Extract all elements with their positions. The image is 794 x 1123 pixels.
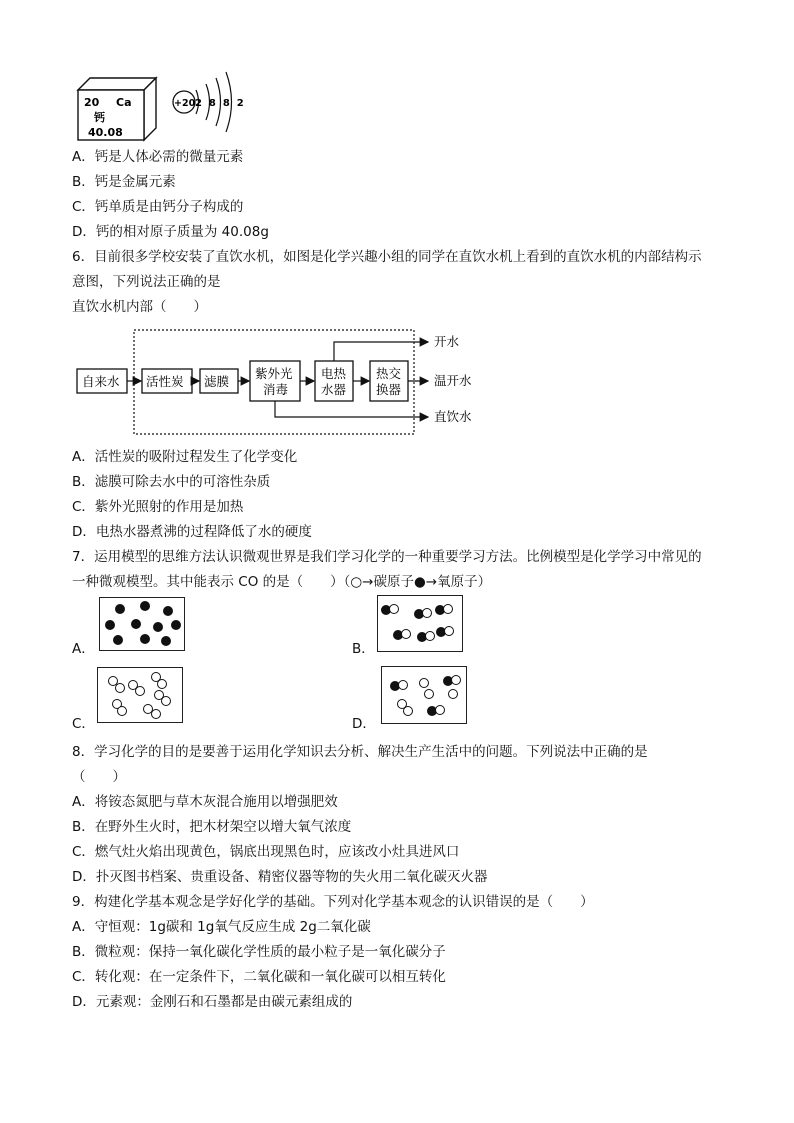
q9-option-b: B．微粒观：保持一氧化碳化学性质的最小粒子是一氧化碳分子 <box>72 944 446 960</box>
oxygen-atom <box>140 601 150 611</box>
element-number: 20 <box>84 96 100 109</box>
q5-option-c: C．钙单质是由钙分子构成的 <box>72 199 244 215</box>
q9-option-d: D．元素观：金刚石和石墨都是由碳元素组成的 <box>72 994 353 1010</box>
flow-step-exchanger-1: 热交 <box>376 366 402 381</box>
q8-stem-line1: 8．学习化学的目的是要善于运用化学知识去分析、解决生产生活中的问题。下列说法中正确的是 <box>72 744 648 760</box>
q6-option-a: A．活性炭的吸附过程发生了化学变化 <box>72 449 298 465</box>
carbon-atom <box>424 689 434 699</box>
oxygen-atom <box>140 634 150 644</box>
q8-option-c: C．燃气灶火焰出现黄色，锅底出现黑色时，应该改小灶具进风口 <box>72 844 460 860</box>
model-box-d <box>381 666 467 724</box>
q8-stem-line2: （ ） <box>72 769 126 785</box>
carbon-atom <box>443 604 453 614</box>
oxygen-atom <box>171 620 181 630</box>
q7-stem-line2: 一种微观模型。其中能表示 CO 的是（ ）（○→碳原子●→氧原子） <box>72 574 492 590</box>
q5-option-b: B．钙是金属元素 <box>72 174 176 190</box>
carbon-atom <box>435 705 445 715</box>
q7-label-b: B． <box>352 641 375 657</box>
q8-option-d: D．扑灭图书档案、贵重设备、精密仪器等物的失火用二氧化碳灭火器 <box>72 869 488 885</box>
nucleus-charge: +20 <box>174 98 196 109</box>
model-box-c <box>97 667 183 723</box>
q8-option-a: A．将铵态氮肥与草木灰混合施用以增强肥效 <box>72 794 338 810</box>
carbon-atom <box>448 689 458 699</box>
carbon-atom <box>157 679 167 689</box>
flow-step-exchanger-2: 换器 <box>376 382 402 397</box>
oxygen-atom <box>115 604 125 614</box>
q7-label-c: C． <box>72 716 95 732</box>
output-warm-water: 温开水 <box>434 373 472 388</box>
flow-source: 自来水 <box>82 374 120 389</box>
carbon-atom <box>115 683 125 693</box>
q7-label-d: D． <box>352 716 376 732</box>
output-direct-water: 直饮水 <box>434 409 472 424</box>
atomic-structure-diagram <box>170 70 245 136</box>
q6-option-c: C．紫外光照射的作用是加热 <box>72 499 244 515</box>
calcium-element-tile <box>72 76 162 144</box>
element-mass: 40.08 <box>88 126 123 139</box>
oxygen-atom <box>105 620 115 630</box>
flow-step-heater-1: 电热 <box>321 366 347 381</box>
carbon-atom <box>422 608 432 618</box>
model-box-b <box>377 595 463 652</box>
carbon-atom <box>401 629 411 639</box>
q9-option-c: C．转化观：在一定条件下，二氧化碳和一氧化碳可以相互转化 <box>72 969 446 985</box>
q7-label-a: A． <box>72 641 95 657</box>
carbon-atom <box>389 604 399 614</box>
carbon-atom <box>444 626 454 636</box>
carbon-atom <box>135 686 145 696</box>
q6-stem-line2: 意图，下列说法正确的是 <box>72 274 221 290</box>
q5-option-a: A．钙是人体必需的微量元素 <box>72 149 244 165</box>
model-box-a <box>99 597 185 651</box>
q6-option-d: D．电热水器煮沸的过程降低了水的硬度 <box>72 524 312 540</box>
carbon-atom <box>403 706 413 716</box>
oxygen-atom <box>153 622 163 632</box>
flow-step-membrane: 滤膜 <box>204 374 230 389</box>
q9-option-a: A．守恒观：1g碳和 1g氧气反应生成 2g二氧化碳 <box>72 919 371 935</box>
q5-option-d: D．钙的相对原子质量为 40.08g <box>72 224 269 240</box>
q9-stem: 9．构建化学基本观念是学好化学的基础。下列对化学基本观念的认识错误的是（ ） <box>72 894 594 910</box>
q6-option-b: B．滤膜可除去水中的可溶性杂质 <box>72 474 271 490</box>
output-boiling-water: 开水 <box>434 334 460 349</box>
carbon-atom <box>398 680 408 690</box>
carbon-atom <box>425 631 435 641</box>
carbon-atom <box>151 709 161 719</box>
water-dispenser-flow-diagram <box>72 328 512 438</box>
oxygen-atom <box>131 619 141 629</box>
flow-step-carbon: 活性炭 <box>146 374 184 389</box>
carbon-atom <box>117 706 127 716</box>
oxygen-atom <box>163 606 173 616</box>
oxygen-atom <box>113 635 123 645</box>
q7-stem-line1: 7．运用模型的思维方法认识微观世界是我们学习化学的一种重要学习方法。比例模型是化学学习中常见的 <box>72 549 702 565</box>
q6-stem-line1: 6．目前很多学校安装了直饮水机，如图是化学兴趣小组的同学在直饮水机上看到的直饮水机的内部结构示 <box>72 249 702 265</box>
element-symbol: Ca <box>116 96 132 109</box>
q6-diagram-title: 直饮水机内部（ ） <box>72 299 207 315</box>
carbon-atom <box>451 675 461 685</box>
oxygen-atom <box>161 636 171 646</box>
carbon-atom <box>161 696 171 706</box>
carbon-atom <box>419 678 429 688</box>
electron-shells: 2 8 8 2 <box>195 98 244 109</box>
flow-step-uv-2: 消毒 <box>263 382 289 397</box>
flow-step-uv-1: 紫外光 <box>255 366 293 381</box>
q8-option-b: B．在野外生火时，把木材架空以增大氧气浓度 <box>72 819 352 835</box>
element-name: 钙 <box>94 111 105 124</box>
flow-step-heater-2: 水器 <box>321 382 347 397</box>
